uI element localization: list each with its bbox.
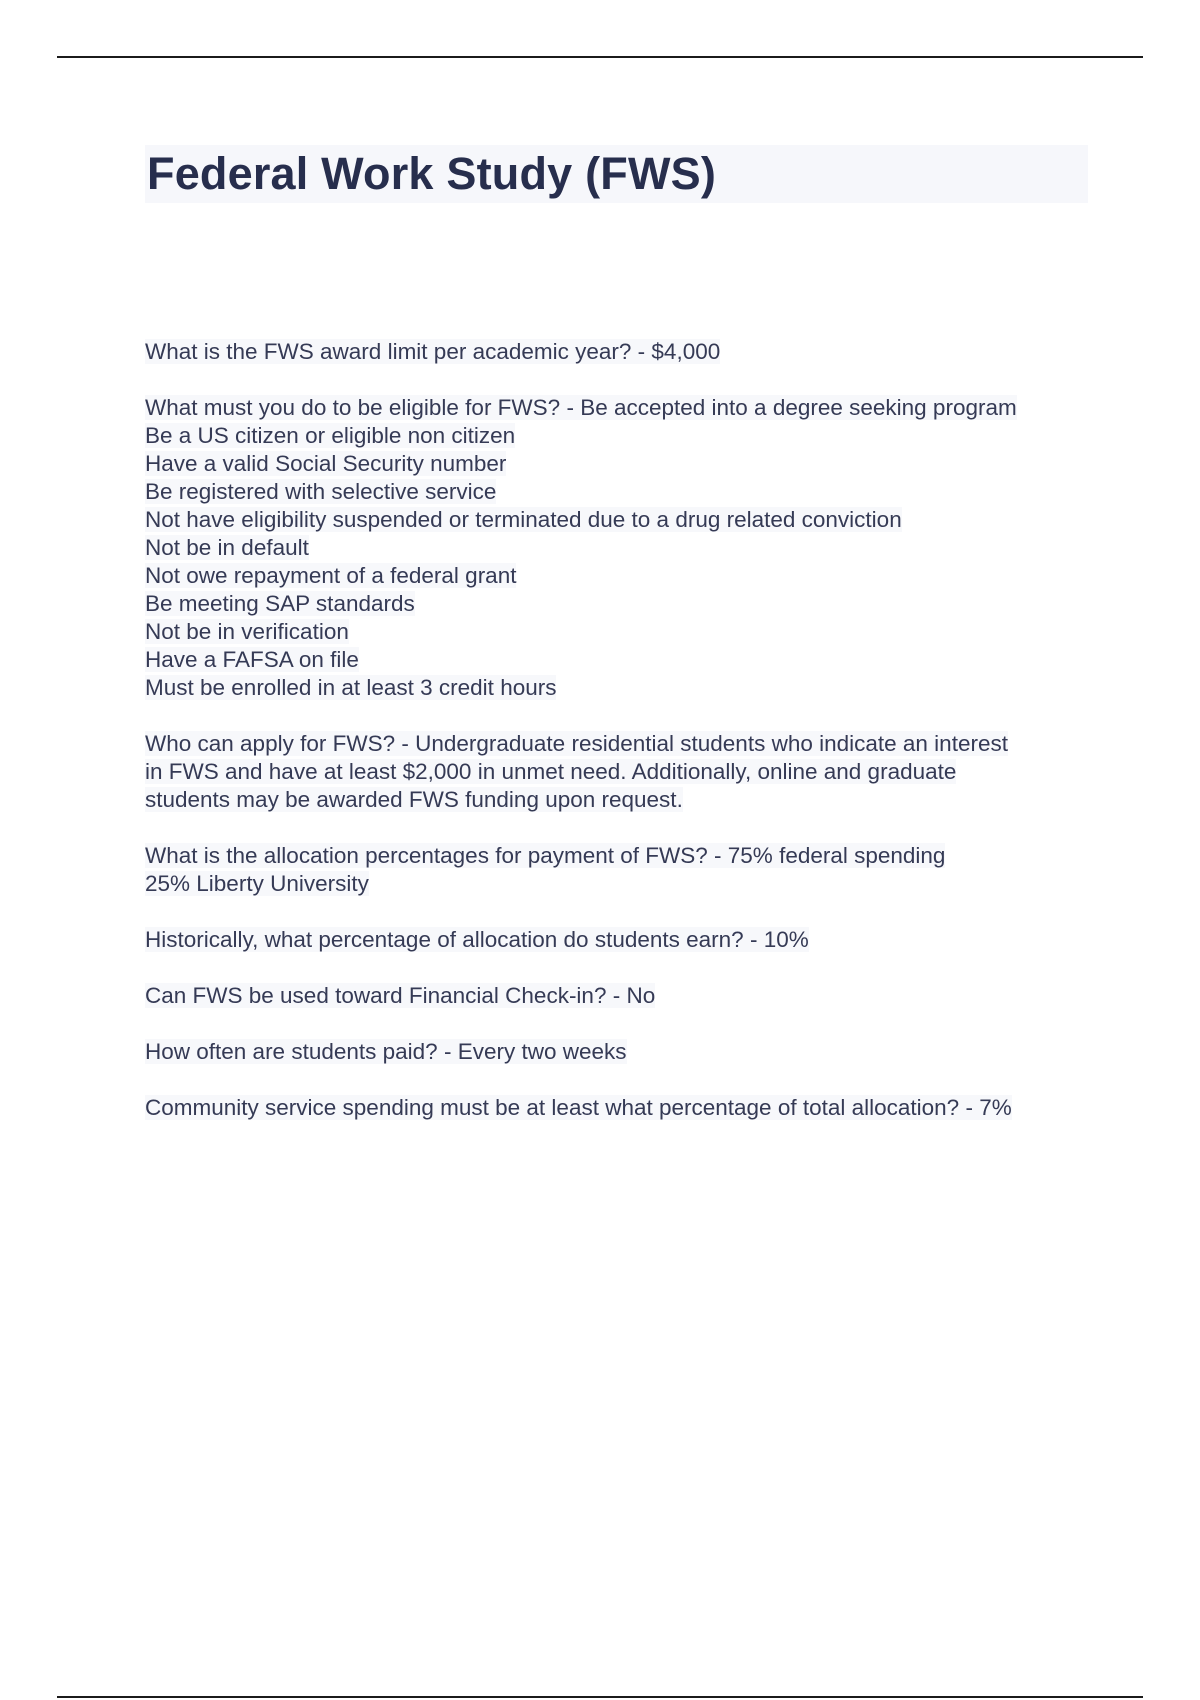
qa-line: Historically, what percentage of allocation do students earn? - 10% xyxy=(145,927,809,952)
qa-item-eligibility xyxy=(145,394,1088,702)
answer-line: Not be in default xyxy=(145,535,309,560)
answer-text: Every two weeks xyxy=(457,1039,627,1064)
qa-item-who-can-apply xyxy=(145,730,1088,814)
answer-text: Be accepted into a degree seeking program xyxy=(580,395,1017,420)
answer-line: Be a US citizen or eligible non citizen xyxy=(145,423,516,448)
question-text: Community service spending must be at least what percentage of total allocation? xyxy=(145,1095,960,1120)
qa-line: How often are students paid? - Every two weeks xyxy=(145,1039,627,1064)
title-block xyxy=(145,145,1088,203)
qa-line: What is the FWS award limit per academic year? - $4,000 xyxy=(145,339,721,364)
answer-line: students may be awarded FWS funding upon request. xyxy=(145,787,683,812)
question-text: What is the FWS award limit per academic year? xyxy=(145,339,632,364)
answer-line: Have a FAFSA on file xyxy=(145,647,359,672)
answer-line: in FWS and have at least $2,000 in unmet need. Additionally, online and graduate xyxy=(145,759,957,784)
question-text: Who can apply for FWS? xyxy=(145,731,396,756)
answer-text: $4,000 xyxy=(651,339,721,364)
answer-text: 10% xyxy=(763,927,809,952)
question-text: How often are students paid? xyxy=(145,1039,438,1064)
answer-line: Not have eligibility suspended or terminated due to a drug related conviction xyxy=(145,507,902,532)
qa-item-pay-frequency xyxy=(145,1038,1088,1066)
answer-text: No xyxy=(626,983,656,1008)
qa-line: Can FWS be used toward Financial Check-in? - No xyxy=(145,983,656,1008)
qa-line: Who can apply for FWS? - Undergraduate residential students who indicate an interest xyxy=(145,731,1008,756)
qa-line: What is the allocation percentages for payment of FWS? - 75% federal spending xyxy=(145,843,946,868)
qa-item-community-service xyxy=(145,1094,1088,1122)
qa-item-financial-check-in xyxy=(145,982,1088,1010)
answer-text: 7% xyxy=(979,1095,1012,1120)
qa-line: What must you do to be eligible for FWS? - Be accepted into a degree seeking program xyxy=(145,395,1017,420)
answer-text: 75% federal spending xyxy=(727,843,946,868)
answer-text: Undergraduate residential students who indicate an interest xyxy=(415,731,1008,756)
question-text: Can FWS be used toward Financial Check-in? xyxy=(145,983,607,1008)
question-text: What is the allocation percentages for payment of FWS? xyxy=(145,843,708,868)
question-text: Historically, what percentage of allocation do students earn? xyxy=(145,927,744,952)
answer-line: Be meeting SAP standards xyxy=(145,591,415,616)
document-title: Federal Work Study (FWS) xyxy=(147,148,717,199)
bottom-rule xyxy=(57,1696,1143,1698)
qa-item-historical-percentage xyxy=(145,926,1088,954)
qa-line: Community service spending must be at least what percentage of total allocation? - 7% xyxy=(145,1095,1012,1120)
answer-line: Not be in verification xyxy=(145,619,349,644)
answer-line: Have a valid Social Security number xyxy=(145,451,507,476)
answer-line: Not owe repayment of a federal grant xyxy=(145,563,517,588)
answer-line: Must be enrolled in at least 3 credit hours xyxy=(145,675,557,700)
question-text: What must you do to be eligible for FWS? xyxy=(145,395,561,420)
qa-item-allocation-percentages xyxy=(145,842,1088,898)
answer-line: Be registered with selective service xyxy=(145,479,497,504)
qa-item-award-limit xyxy=(145,338,1088,366)
qa-list xyxy=(145,338,1088,1150)
answer-line: 25% Liberty University xyxy=(145,871,369,896)
top-rule xyxy=(57,56,1143,58)
